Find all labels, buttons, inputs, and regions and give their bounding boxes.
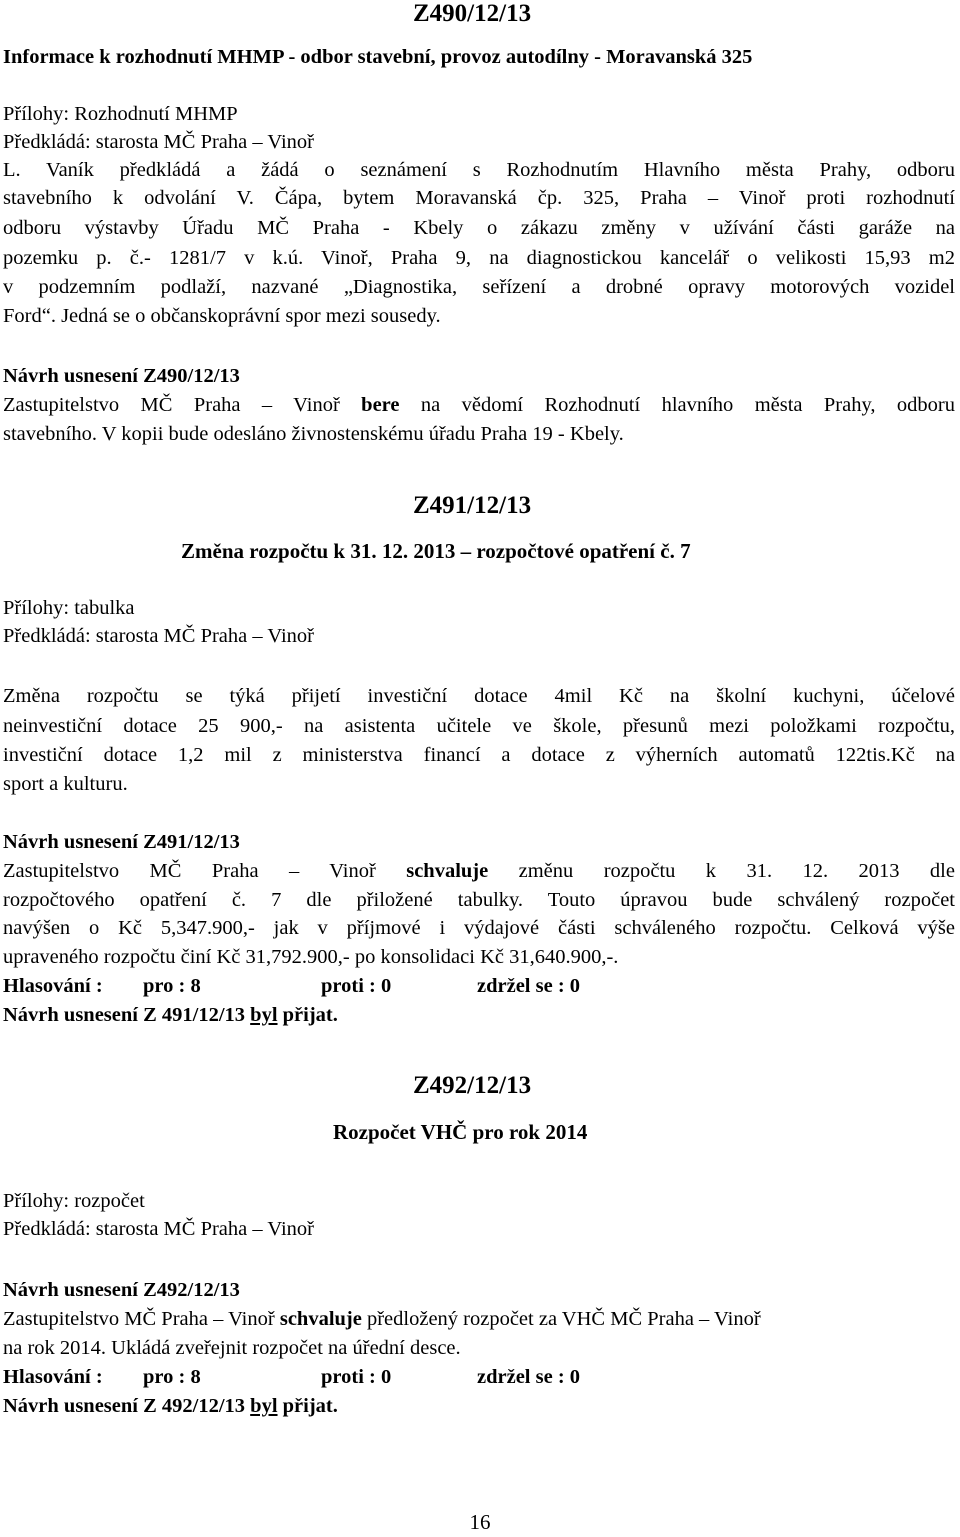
attachments-z491: Přílohy: tabulka xyxy=(3,597,135,619)
proposal-heading-z491: Návrh usnesení Z491/12/13 xyxy=(3,831,240,853)
vote-label: Hlasování : xyxy=(3,975,103,997)
resolution-z490-line2: stavebního. V kopii bude odesláno živnostenskému úřadu Praha 19 - Kbely. xyxy=(3,423,624,445)
body-line: Změna rozpočtu se týká přijetí investiční dotace 4mil Kč na školní kuchyni, účelové xyxy=(3,685,955,707)
attachments-z490: Přílohy: Rozhodnutí MHMP xyxy=(3,103,238,125)
resolution-z492-line2: na rok 2014. Ukládá zveřejnit rozpočet na úřední desce. xyxy=(3,1337,461,1359)
attachments-z492: Přílohy: rozpočet xyxy=(3,1190,145,1212)
body-line: odboru výstavby Úřadu MČ Praha - Kbely o zákazu změny v užívání části garáže na xyxy=(3,217,955,239)
presenter-z492: Předkládá: starosta MČ Praha – Vinoř xyxy=(3,1218,314,1240)
body-line: neinvestiční dotace 25 900,- na asistenta učitele ve škole, přesunů mezi položkami rozpočtu, xyxy=(3,715,955,737)
proposal-heading-z492: Návrh usnesení Z492/12/13 xyxy=(3,1279,240,1301)
result-z491: Návrh usnesení Z 491/12/13 byl přijat. xyxy=(3,1004,338,1026)
resolution-z492: Zastupitelstvo MČ Praha – Vinoř schvaluje předložený rozpočet za VHČ MČ Praha – Vinoř xyxy=(3,1308,761,1330)
vote-zdrzel: zdržel se : 0 xyxy=(477,975,581,997)
page-number: 16 xyxy=(469,1510,491,1534)
section-number-z490: Z490/12/13 xyxy=(413,0,532,27)
resolution-z491-line: navýšen o Kč 5,347.900,- jak v příjmové i výdajové části schváleného rozpočtu. Celková výše xyxy=(3,917,955,939)
section-number-z491: Z491/12/13 xyxy=(413,492,532,519)
proposal-heading-z490: Návrh usnesení Z490/12/13 xyxy=(3,365,240,387)
vote-z492 xyxy=(3,1363,955,1391)
body-line: stavebního k odvolání V. Čápa, bytem Moravanská čp. 325, Praha – Vinoř proti rozhodnutí xyxy=(3,187,955,209)
resolution-z491: Zastupitelstvo MČ Praha – Vinoř schvaluje změnu rozpočtu k 31. 12. 2013 dle xyxy=(3,860,955,882)
section-subtitle-z492: Rozpočet VHČ pro rok 2014 xyxy=(333,1120,588,1144)
presenter-z491: Předkládá: starosta MČ Praha – Vinoř xyxy=(3,625,314,647)
body-line: Ford“. Jedná se o občanskoprávní spor mezi sousedy. xyxy=(3,305,441,327)
presenter-z490: Předkládá: starosta MČ Praha – Vinoř xyxy=(3,131,314,153)
result-z492: Návrh usnesení Z 492/12/13 byl přijat. xyxy=(3,1395,338,1417)
body-line: v podzemním podlaží, nazvané „Diagnostika, seřízení a drobné opravy motorových vozidel xyxy=(3,276,955,298)
section-number-z492: Z492/12/13 xyxy=(413,1072,532,1099)
vote-proti: proti : 0 xyxy=(321,1366,392,1388)
vote-proti: proti : 0 xyxy=(321,975,392,997)
resolution-z491-line: rozpočtového opatření č. 7 dle přiložené tabulky. Touto úpravou bude schválený rozpočet xyxy=(3,889,955,911)
resolution-z491-line: upraveného rozpočtu činí Kč 31,792.900,- po konsolidaci Kč 31,640.900,-. xyxy=(3,946,619,968)
body-line: investiční dotace 1,2 mil z ministerstva financí a dotace z výherních automatů 122tis.Kč na xyxy=(3,744,955,766)
vote-pro: pro : 8 xyxy=(143,975,201,997)
resolution-z490: Zastupitelstvo MČ Praha – Vinoř bere na vědomí Rozhodnutí hlavního města Prahy, odboru xyxy=(3,394,955,416)
body-line: sport a kulturu. xyxy=(3,773,128,795)
section-subtitle-z491: Změna rozpočtu k 31. 12. 2013 – rozpočtové opatření č. 7 xyxy=(181,539,691,563)
vote-pro: pro : 8 xyxy=(143,1366,201,1388)
section-title-z490: Informace k rozhodnutí MHMP - odbor stavební, provoz autodílny - Moravanská 325 xyxy=(3,46,753,68)
vote-z491 xyxy=(3,972,955,1000)
vote-label: Hlasování : xyxy=(3,1366,103,1388)
body-line: pozemku p. č.- 1281/7 v k.ú. Vinoř, Praha 9, na diagnostickou kancelář o velikosti 15,93 m2 xyxy=(3,247,955,269)
body-line: L. Vaník předkládá a žádá o seznámení s Rozhodnutím Hlavního města Prahy, odboru xyxy=(3,159,955,181)
vote-zdrzel: zdržel se : 0 xyxy=(477,1366,581,1388)
